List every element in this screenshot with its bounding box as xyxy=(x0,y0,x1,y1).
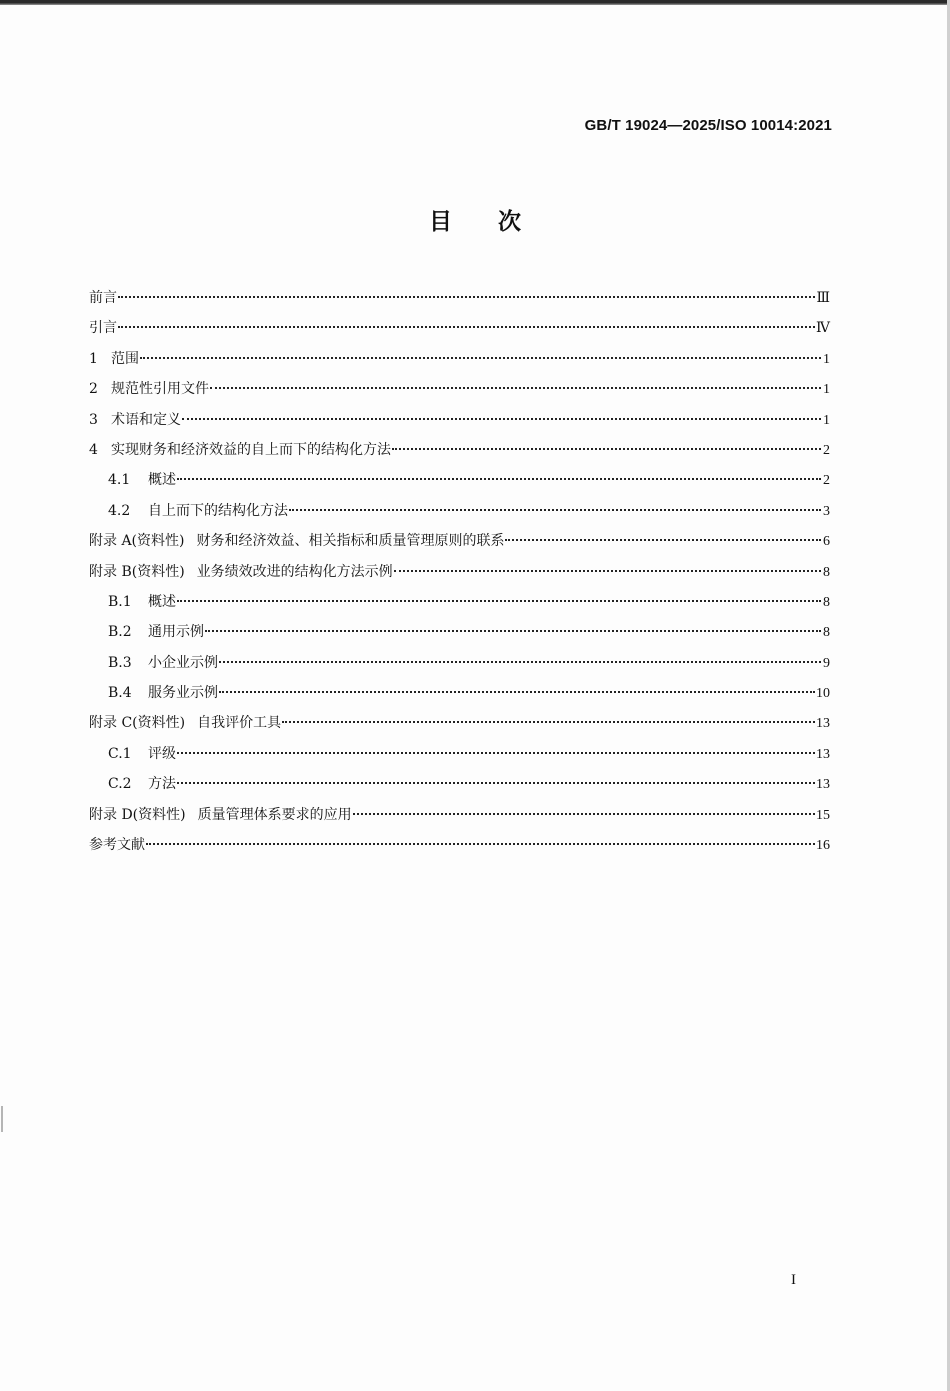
toc-entry-title: 术语和定义 xyxy=(111,411,181,428)
toc-entry-number: B.2 xyxy=(108,624,132,641)
toc-dot-leader xyxy=(177,782,815,784)
toc-entry-label xyxy=(108,769,176,799)
toc-entry-title: 实现财务和经济效益的自上而下的结构化方法 xyxy=(111,441,391,458)
toc-entry-number: C.2 xyxy=(108,776,132,793)
toc-entry-title: 规范性引用文件 xyxy=(111,381,209,398)
toc-entry-title: 服务业示例 xyxy=(148,685,218,702)
table-of-contents xyxy=(89,283,830,860)
toc-entry-number: B.3 xyxy=(108,654,132,671)
toc-entry-page: 2 xyxy=(823,473,830,489)
toc-entry-page: 10 xyxy=(816,686,830,702)
toc-entry-page: 1 xyxy=(823,412,830,428)
scan-edge-top xyxy=(0,0,950,5)
toc-entry-number: 附录 D(资料性) xyxy=(89,806,186,823)
toc-entry[interactable] xyxy=(89,405,830,435)
toc-entry[interactable] xyxy=(89,435,830,465)
toc-entry-label xyxy=(108,617,204,647)
toc-entry-title: 概述 xyxy=(148,472,176,489)
toc-entry-label xyxy=(108,739,176,769)
toc-dot-leader xyxy=(182,418,821,420)
toc-entry-label xyxy=(89,283,117,313)
toc-dot-leader xyxy=(394,570,821,572)
toc-entry-title: 参考文献 xyxy=(89,837,145,854)
toc-dot-leader xyxy=(353,813,815,815)
toc-dot-leader xyxy=(282,721,815,723)
toc-entry-number: 4 xyxy=(89,441,98,458)
toc-entry-title: 质量管理体系要求的应用 xyxy=(197,806,352,823)
toc-entry-title: 财务和经济效益、相关指标和质量管理原则的联系 xyxy=(196,533,505,550)
toc-entry-title: 概述 xyxy=(148,593,176,610)
toc-entry-label xyxy=(89,557,393,587)
toc-entry-page: Ⅳ xyxy=(816,321,830,337)
toc-entry-number: 3 xyxy=(89,411,98,428)
toc-dot-leader xyxy=(205,630,821,632)
toc-entry-title: 通用示例 xyxy=(148,624,204,641)
toc-entry-number: C.1 xyxy=(108,745,132,762)
toc-entry-number: 4.1 xyxy=(108,472,131,489)
toc-entry[interactable] xyxy=(89,800,830,830)
toc-dot-leader xyxy=(219,661,821,663)
toc-entry-page: 16 xyxy=(816,838,830,854)
toc-entry-label xyxy=(89,435,391,465)
toc-dot-leader xyxy=(146,843,815,845)
toc-entry-number: 2 xyxy=(89,381,98,398)
toc-entry-page: 1 xyxy=(823,382,830,398)
toc-entry-title: 引言 xyxy=(89,320,117,337)
toc-entry-page: 8 xyxy=(823,564,830,580)
toc-entry-label xyxy=(89,526,504,556)
toc-entry-page: 13 xyxy=(816,716,830,732)
toc-entry[interactable] xyxy=(89,374,830,404)
toc-entry-label xyxy=(89,405,181,435)
toc-entry-number: 附录 B(资料性) xyxy=(89,563,185,580)
toc-entry-label xyxy=(108,678,218,708)
toc-entry[interactable] xyxy=(89,769,830,799)
toc-entry-number: 附录 A(资料性) xyxy=(89,533,185,550)
toc-entry-label xyxy=(89,374,209,404)
toc-entry-page: Ⅲ xyxy=(816,291,830,306)
toc-entry-label xyxy=(108,648,218,678)
toc-entry-page: 1 xyxy=(823,351,830,367)
toc-entry-title: 自我评价工具 xyxy=(197,715,282,732)
toc-dot-leader xyxy=(210,387,821,389)
toc-entry-number: 附录 C(资料性) xyxy=(89,715,186,732)
toc-entry[interactable] xyxy=(89,739,830,769)
toc-entry-page: 9 xyxy=(823,655,830,671)
page-title: 目次 xyxy=(429,209,567,235)
toc-entry[interactable] xyxy=(89,617,830,647)
toc-entry-title: 评级 xyxy=(148,745,176,762)
toc-entry-label xyxy=(108,496,288,526)
toc-dot-leader xyxy=(219,691,815,693)
toc-dot-leader xyxy=(177,752,815,754)
toc-entry-number: B.1 xyxy=(108,593,132,610)
toc-entry-page: 15 xyxy=(816,807,830,823)
toc-dot-leader xyxy=(118,296,815,298)
toc-entry-label xyxy=(89,313,117,343)
toc-entry-page: 13 xyxy=(816,777,830,793)
toc-entry-title: 范围 xyxy=(111,350,139,367)
toc-entry-page: 3 xyxy=(823,503,830,519)
toc-entry-title: 自上而下的结构化方法 xyxy=(148,502,288,519)
toc-dot-leader xyxy=(505,539,821,541)
toc-dot-leader xyxy=(140,357,821,359)
toc-entry[interactable] xyxy=(89,283,830,313)
toc-entry[interactable] xyxy=(89,465,830,495)
toc-entry[interactable] xyxy=(89,496,830,526)
toc-entry-title: 方法 xyxy=(148,776,176,793)
toc-entry-label xyxy=(108,587,176,617)
toc-dot-leader xyxy=(177,600,821,602)
toc-entry[interactable] xyxy=(89,708,830,738)
toc-entry-page: 2 xyxy=(823,442,830,458)
toc-entry-title: 前言 xyxy=(89,290,117,306)
toc-entry[interactable] xyxy=(89,830,830,860)
toc-entry[interactable] xyxy=(89,526,830,556)
toc-dot-leader xyxy=(392,448,821,450)
toc-entry-number: B.4 xyxy=(108,685,132,702)
toc-entry-label xyxy=(89,708,281,738)
toc-entry[interactable] xyxy=(89,344,830,374)
toc-entry[interactable] xyxy=(89,557,830,587)
toc-entry-label xyxy=(89,344,139,374)
toc-dot-leader xyxy=(289,509,821,511)
toc-entry-page: 8 xyxy=(823,594,830,610)
toc-entry-label xyxy=(89,800,352,830)
toc-entry[interactable] xyxy=(89,587,830,617)
toc-entry[interactable] xyxy=(89,678,830,708)
toc-entry[interactable] xyxy=(89,313,830,343)
toc-entry-number: 1 xyxy=(89,350,98,367)
toc-entry-number: 4.2 xyxy=(108,502,131,519)
toc-dot-leader xyxy=(177,478,821,480)
page-folio: I xyxy=(791,1272,796,1288)
toc-entry-page: 13 xyxy=(816,746,830,762)
toc-entry-label xyxy=(89,830,145,860)
toc-entry-page: 8 xyxy=(823,625,830,641)
toc-dot-leader xyxy=(118,326,815,328)
standard-number: GB/T 19024—2025/ISO 10014:2021 xyxy=(584,117,832,134)
scan-margin-mark xyxy=(1,1106,3,1132)
toc-entry-title: 业务绩效改进的结构化方法示例 xyxy=(196,563,393,580)
toc-entry-label xyxy=(108,465,176,495)
toc-entry-page: 6 xyxy=(823,534,830,550)
toc-entry[interactable] xyxy=(89,648,830,678)
toc-entry-title: 小企业示例 xyxy=(148,654,218,671)
